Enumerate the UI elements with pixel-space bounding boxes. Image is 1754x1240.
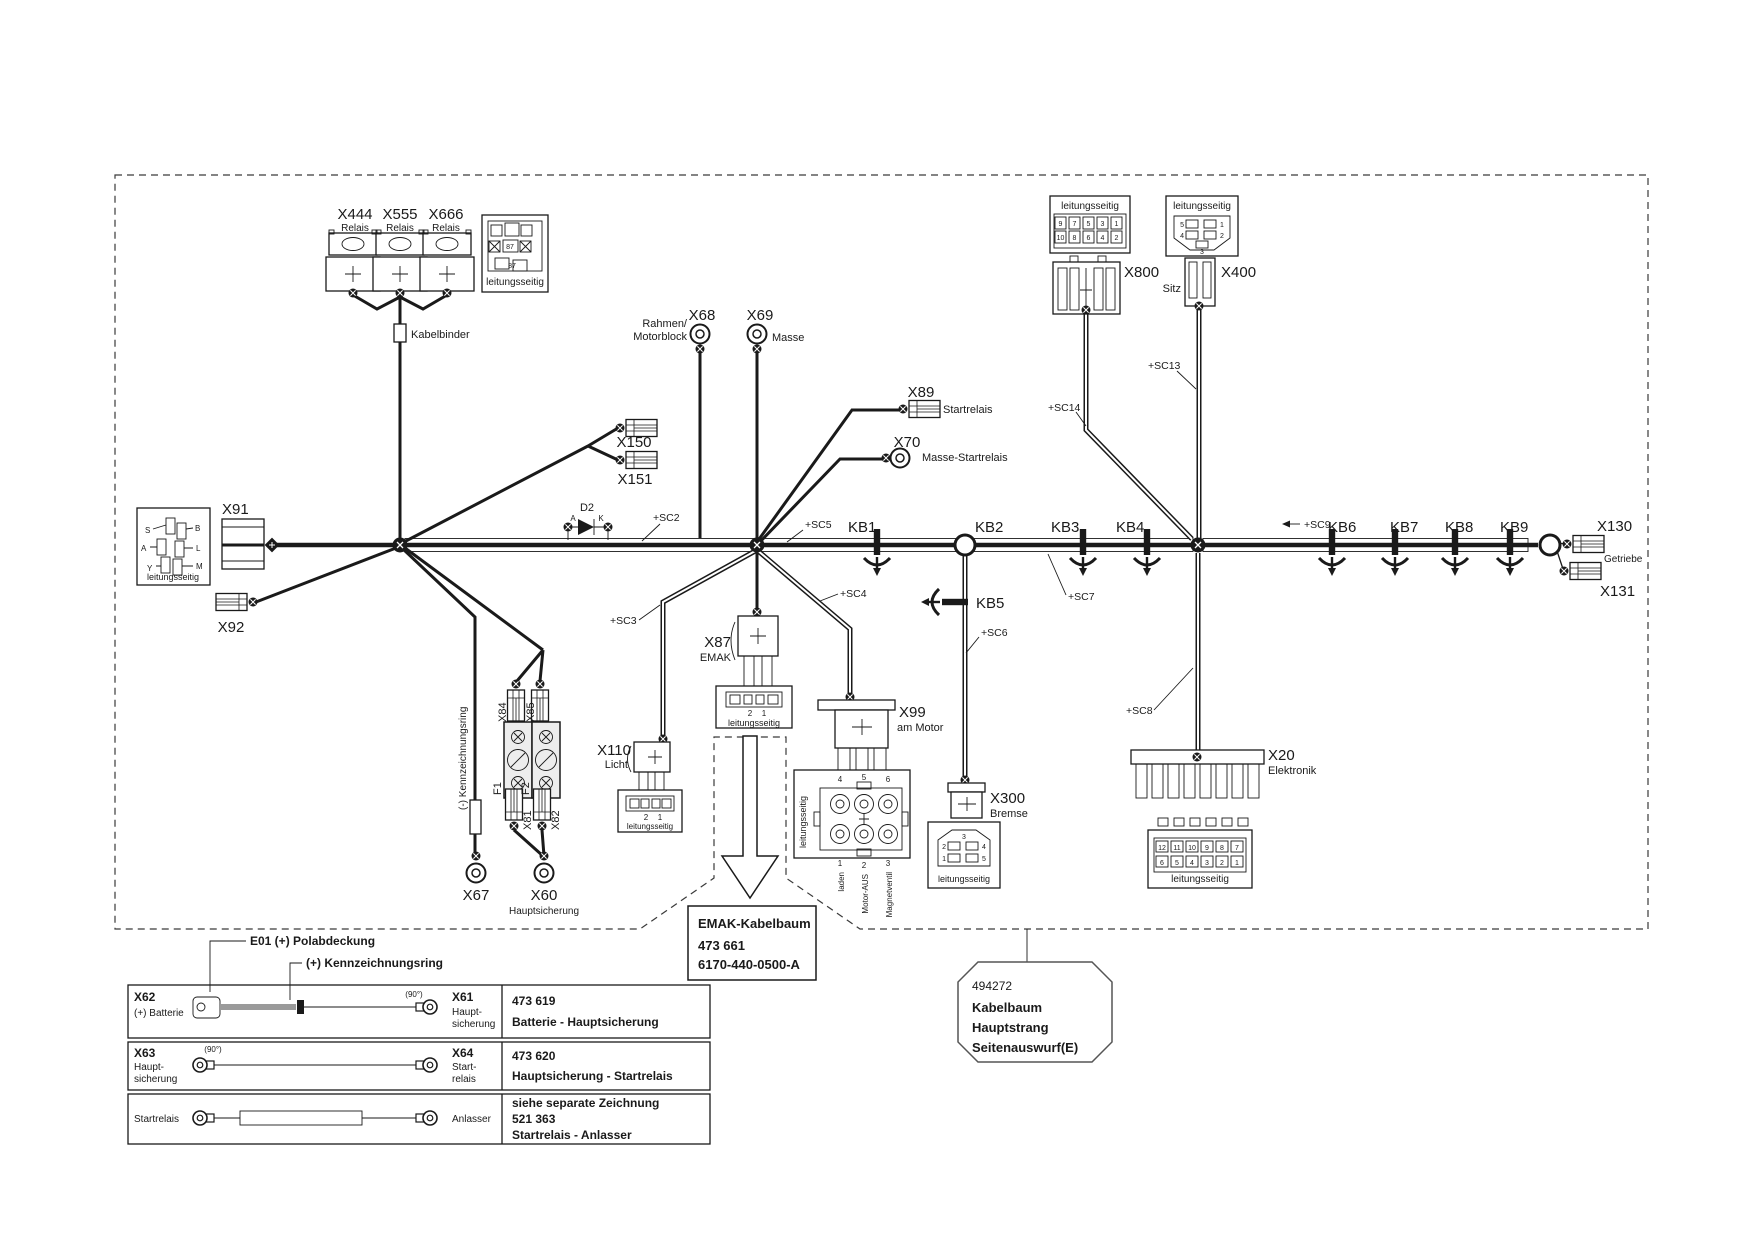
x20-pin-7: 7 [1235,845,1239,852]
x800-pin-10: 10 [1056,235,1065,242]
connector-x89 [899,401,941,418]
x20-pinout-title: leitungsseitig [1171,874,1229,885]
part-number-box [958,962,1112,1062]
x800-pin-5: 5 [1086,221,1091,228]
connector-x151 [616,452,658,469]
relay-pin-87: 87 [508,263,516,270]
x68-label: X68 [688,307,716,324]
sc6-label: +SC6 [981,627,1008,639]
row2-angle: (90°) [204,1045,222,1054]
x69-label: X69 [746,307,774,324]
connector-x92 [216,594,258,611]
kb6-label: KB6 [1328,519,1357,536]
x89-sub: Startrelais [943,404,993,416]
row3-ref2: 521 363 [512,1112,556,1126]
sc14-label: +SC14 [1048,402,1081,414]
x20-pin-4: 4 [1190,860,1194,867]
kb5-label: KB5 [976,595,1005,612]
x20-pin-8: 8 [1220,845,1224,852]
x400-pin-4: 4 [1180,233,1184,240]
relay-pinout-title: leitungsseitig [486,277,544,288]
x62-label: X62 [134,990,156,1004]
sc3-label: +SC3 [610,615,637,627]
x800-label: X800 [1124,264,1160,281]
x20-pin-6: 6 [1160,860,1164,867]
x800-pinout-title: leitungsseitig [1061,201,1119,212]
kabelbinder-label: Kabelbinder [411,329,470,341]
x20-pin-12: 12 [1158,845,1166,852]
x67-label: X67 [462,887,490,904]
terminal-x60 [535,864,554,883]
x400-pinout-title: leitungsseitig [1173,201,1231,212]
x800-pin-8: 8 [1072,235,1077,242]
x99-pinout-box [794,770,910,858]
x99-pin2-function: Motor-AUS [861,874,870,914]
kennzeichnungsring-label: (-) Kennzeichnungsring [458,706,469,810]
x300-pin-5: 5 [982,856,986,863]
connector-x130 [1563,536,1605,553]
x99-pin-6: 6 [885,775,891,784]
emak-exit-arrow [722,736,778,898]
x99-pin-3: 3 [885,859,891,868]
x99-pin-5: 5 [861,773,867,782]
x87-sub: EMAK [699,652,731,664]
x150-label: X150 [616,434,652,451]
kb4-label: KB4 [1116,519,1145,536]
x99-pin1-function: laden [837,872,846,892]
connector-x400 [1185,258,1215,311]
x61-sub2: sicherung [452,1019,496,1030]
kennring-label: (+) Kennzeichnungsring [306,956,444,970]
row1-desc: Batterie - Hauptsicherung [512,1015,659,1029]
x64-sub1: Start- [452,1062,477,1073]
part-line1: Kabelbaum [972,1000,1043,1015]
x85-label: X85 [525,702,537,722]
table-row [128,1042,710,1090]
x99-pin-2: 2 [861,861,867,870]
x64-label: X64 [452,1046,474,1060]
x60-sub: Hauptsicherung [508,906,580,917]
startrelais-label: Startrelais [134,1114,180,1125]
x62-sub: (+) Batterie [134,1008,184,1019]
connector-x131 [1560,563,1602,580]
x800-pin-2: 2 [1114,235,1119,242]
x400-pin-1: 1 [1220,222,1224,229]
part-number: 494272 [972,979,1013,993]
x444-sub: Relais [341,223,369,234]
terminal-x67 [467,864,486,883]
kabelbinder-marker [394,324,406,342]
getriebe-label: Getriebe [1604,554,1643,565]
kb7-label: KB7 [1390,519,1419,536]
relay-pin-87a: 87 [506,244,514,251]
connector-x300 [948,776,985,819]
x81-label: X81 [522,810,534,830]
x20-pin-1: 1 [1235,860,1239,867]
d2-anode-label: A [570,514,576,523]
sc2-label: +SC2 [653,512,680,524]
x151-label: X151 [617,471,653,488]
emak-kabelbaum-box [688,906,816,980]
connector-x91 [222,519,279,569]
sc9-label: +SC9 [1304,519,1331,531]
connector-x99 [818,693,895,775]
x82-label: X82 [550,810,562,830]
table-row [128,985,710,1038]
row1-ref: 473 619 [512,994,556,1008]
connector-x87 [731,608,778,689]
x300-label: X300 [990,790,1026,807]
x91-pinout-title: leitungsseitig [146,572,200,582]
table-row [128,1094,710,1144]
x68-sub2: Motorblock [633,331,687,343]
x666-sub: Relais [432,223,460,234]
x87-label: X87 [704,634,731,651]
kb1-label: KB1 [848,519,877,536]
x99-pin3-function: Magnetventil [885,872,894,918]
x130-label: X130 [1597,518,1633,535]
x400-pin-5: 5 [1180,222,1184,229]
x99-pinout-title: leitungsseitig [798,795,808,848]
x91-label: X91 [222,501,249,518]
x99-sub: am Motor [897,722,944,734]
x110-sub: Licht [604,759,628,771]
x444-label: X444 [337,206,373,223]
x666-label: X666 [428,206,464,223]
kb3-label: KB3 [1051,519,1080,536]
row2-desc: Hauptsicherung - Startrelais [512,1069,673,1083]
x20-label: X20 [1268,747,1295,764]
relay-block [326,230,474,298]
x400-label: X400 [1221,264,1257,281]
sc7-label: +SC7 [1068,591,1095,603]
x20-pin-10: 10 [1188,845,1196,852]
x91-pin-m: M [196,562,203,571]
x69-sub: Masse [772,332,805,344]
x20-pin-5: 5 [1175,860,1179,867]
fuse-stack [470,680,560,835]
x87-pin-1: 1 [761,709,767,718]
x400-sub: Sitz [1162,283,1181,295]
x87-pin-2: 2 [747,709,753,718]
part-line2: Hauptstrang [972,1020,1049,1035]
x70-sub: Masse-Startrelais [922,452,1008,464]
x110-pin-2: 2 [643,813,649,822]
terminal-x70 [891,449,910,468]
x89-label: X89 [907,384,935,401]
x800-pin-6: 6 [1086,235,1091,242]
x99-pin-1: 1 [837,859,843,868]
kb8-label: KB8 [1445,519,1474,536]
x800-pin-1: 1 [1114,221,1119,228]
d2-label: D2 [579,502,595,514]
x400-pin-3: 3 [1200,249,1204,256]
x555-label: X555 [382,206,418,223]
x68-sub1: Rahmen/ [642,318,687,330]
diode-d2 [564,502,613,540]
x63-sub2: sicherung [134,1074,178,1085]
x91-pin-a: A [141,544,147,553]
x70-label: X70 [893,434,921,451]
x110-pinout-title: leitungsseitig [626,822,674,831]
x20-pin-9: 9 [1205,845,1209,852]
e01-label: E01 (+) Polabdeckung [250,934,376,948]
x92-label: X92 [217,619,245,636]
part-line3: Seitenauswurf(E) [972,1040,1079,1055]
x110-pin-1: 1 [657,813,663,822]
x300-pin-2: 2 [942,844,946,851]
x110-label: X110 [597,742,631,759]
x800-pin-7: 7 [1072,221,1077,228]
x91-pin-l: L [196,544,201,553]
x20-sub: Elektronik [1268,765,1317,777]
x800-pin-3: 3 [1100,221,1105,228]
sc5-label: +SC5 [805,519,832,531]
x64-sub2: relais [452,1074,476,1085]
x300-pinout-title: leitungsseitig [937,874,991,884]
emak-box-title: EMAK-Kabelbaum [698,916,811,931]
ring-node-end [1540,535,1560,555]
connector-x20 [1131,750,1264,826]
kb2-label: KB2 [975,519,1004,536]
x300-pin-4: 4 [982,844,986,851]
f1-label: F1 [492,782,504,795]
connector-x800 [1053,256,1120,315]
connector-x110 [628,735,671,791]
x20-pin-3: 3 [1205,860,1209,867]
x300-pin-3: 3 [962,834,966,841]
x91-pin-y: Y [147,564,153,573]
x99-label: X99 [899,704,926,721]
x60-label: X60 [530,887,558,904]
junction-center [750,538,765,553]
x555-sub: Relais [386,223,414,234]
d2-cathode-label: K [598,514,604,523]
x61-sub1: Haupt- [452,1007,483,1018]
x20-pin-2: 2 [1220,860,1224,867]
x131-label: X131 [1600,583,1636,600]
sc4-label: +SC4 [840,588,867,600]
x20-pin-11: 11 [1173,845,1181,852]
x63-label: X63 [134,1046,156,1060]
junction-right [1191,538,1206,553]
x400-pin-2: 2 [1220,233,1224,240]
x61-label: X61 [452,990,474,1004]
row3-ref1: siehe separate Zeichnung [512,1096,660,1110]
x87-pinout-title: leitungsseitig [727,718,781,728]
f2-label: F2 [520,782,532,795]
x99-pin-4: 4 [837,775,843,784]
sc8-label: +SC8 [1126,705,1153,717]
row3-desc: Startrelais - Anlasser [512,1128,632,1142]
x91-pin-b: B [195,524,201,533]
row2-ref: 473 620 [512,1049,556,1063]
anlasser-label: Anlasser [452,1114,491,1125]
row1-angle: (90°) [405,990,423,999]
junction-left [393,538,408,553]
x800-pin-4: 4 [1100,235,1105,242]
x63-sub1: Haupt- [134,1062,165,1073]
x800-pin-9: 9 [1058,221,1063,228]
x91-pin-s: S [145,526,151,535]
emak-box-ref1: 473 661 [698,938,745,953]
x84-label: X84 [497,702,509,722]
x300-pin-1: 1 [942,856,946,863]
x300-sub: Bremse [990,808,1028,820]
main-bus [275,539,1538,552]
ring-node-kb2 [955,535,975,555]
kb9-label: KB9 [1500,519,1529,536]
emak-box-ref2: 6170-440-0500-A [698,957,800,972]
ground-terminals [691,325,767,354]
sc13-label: +SC13 [1148,360,1181,372]
